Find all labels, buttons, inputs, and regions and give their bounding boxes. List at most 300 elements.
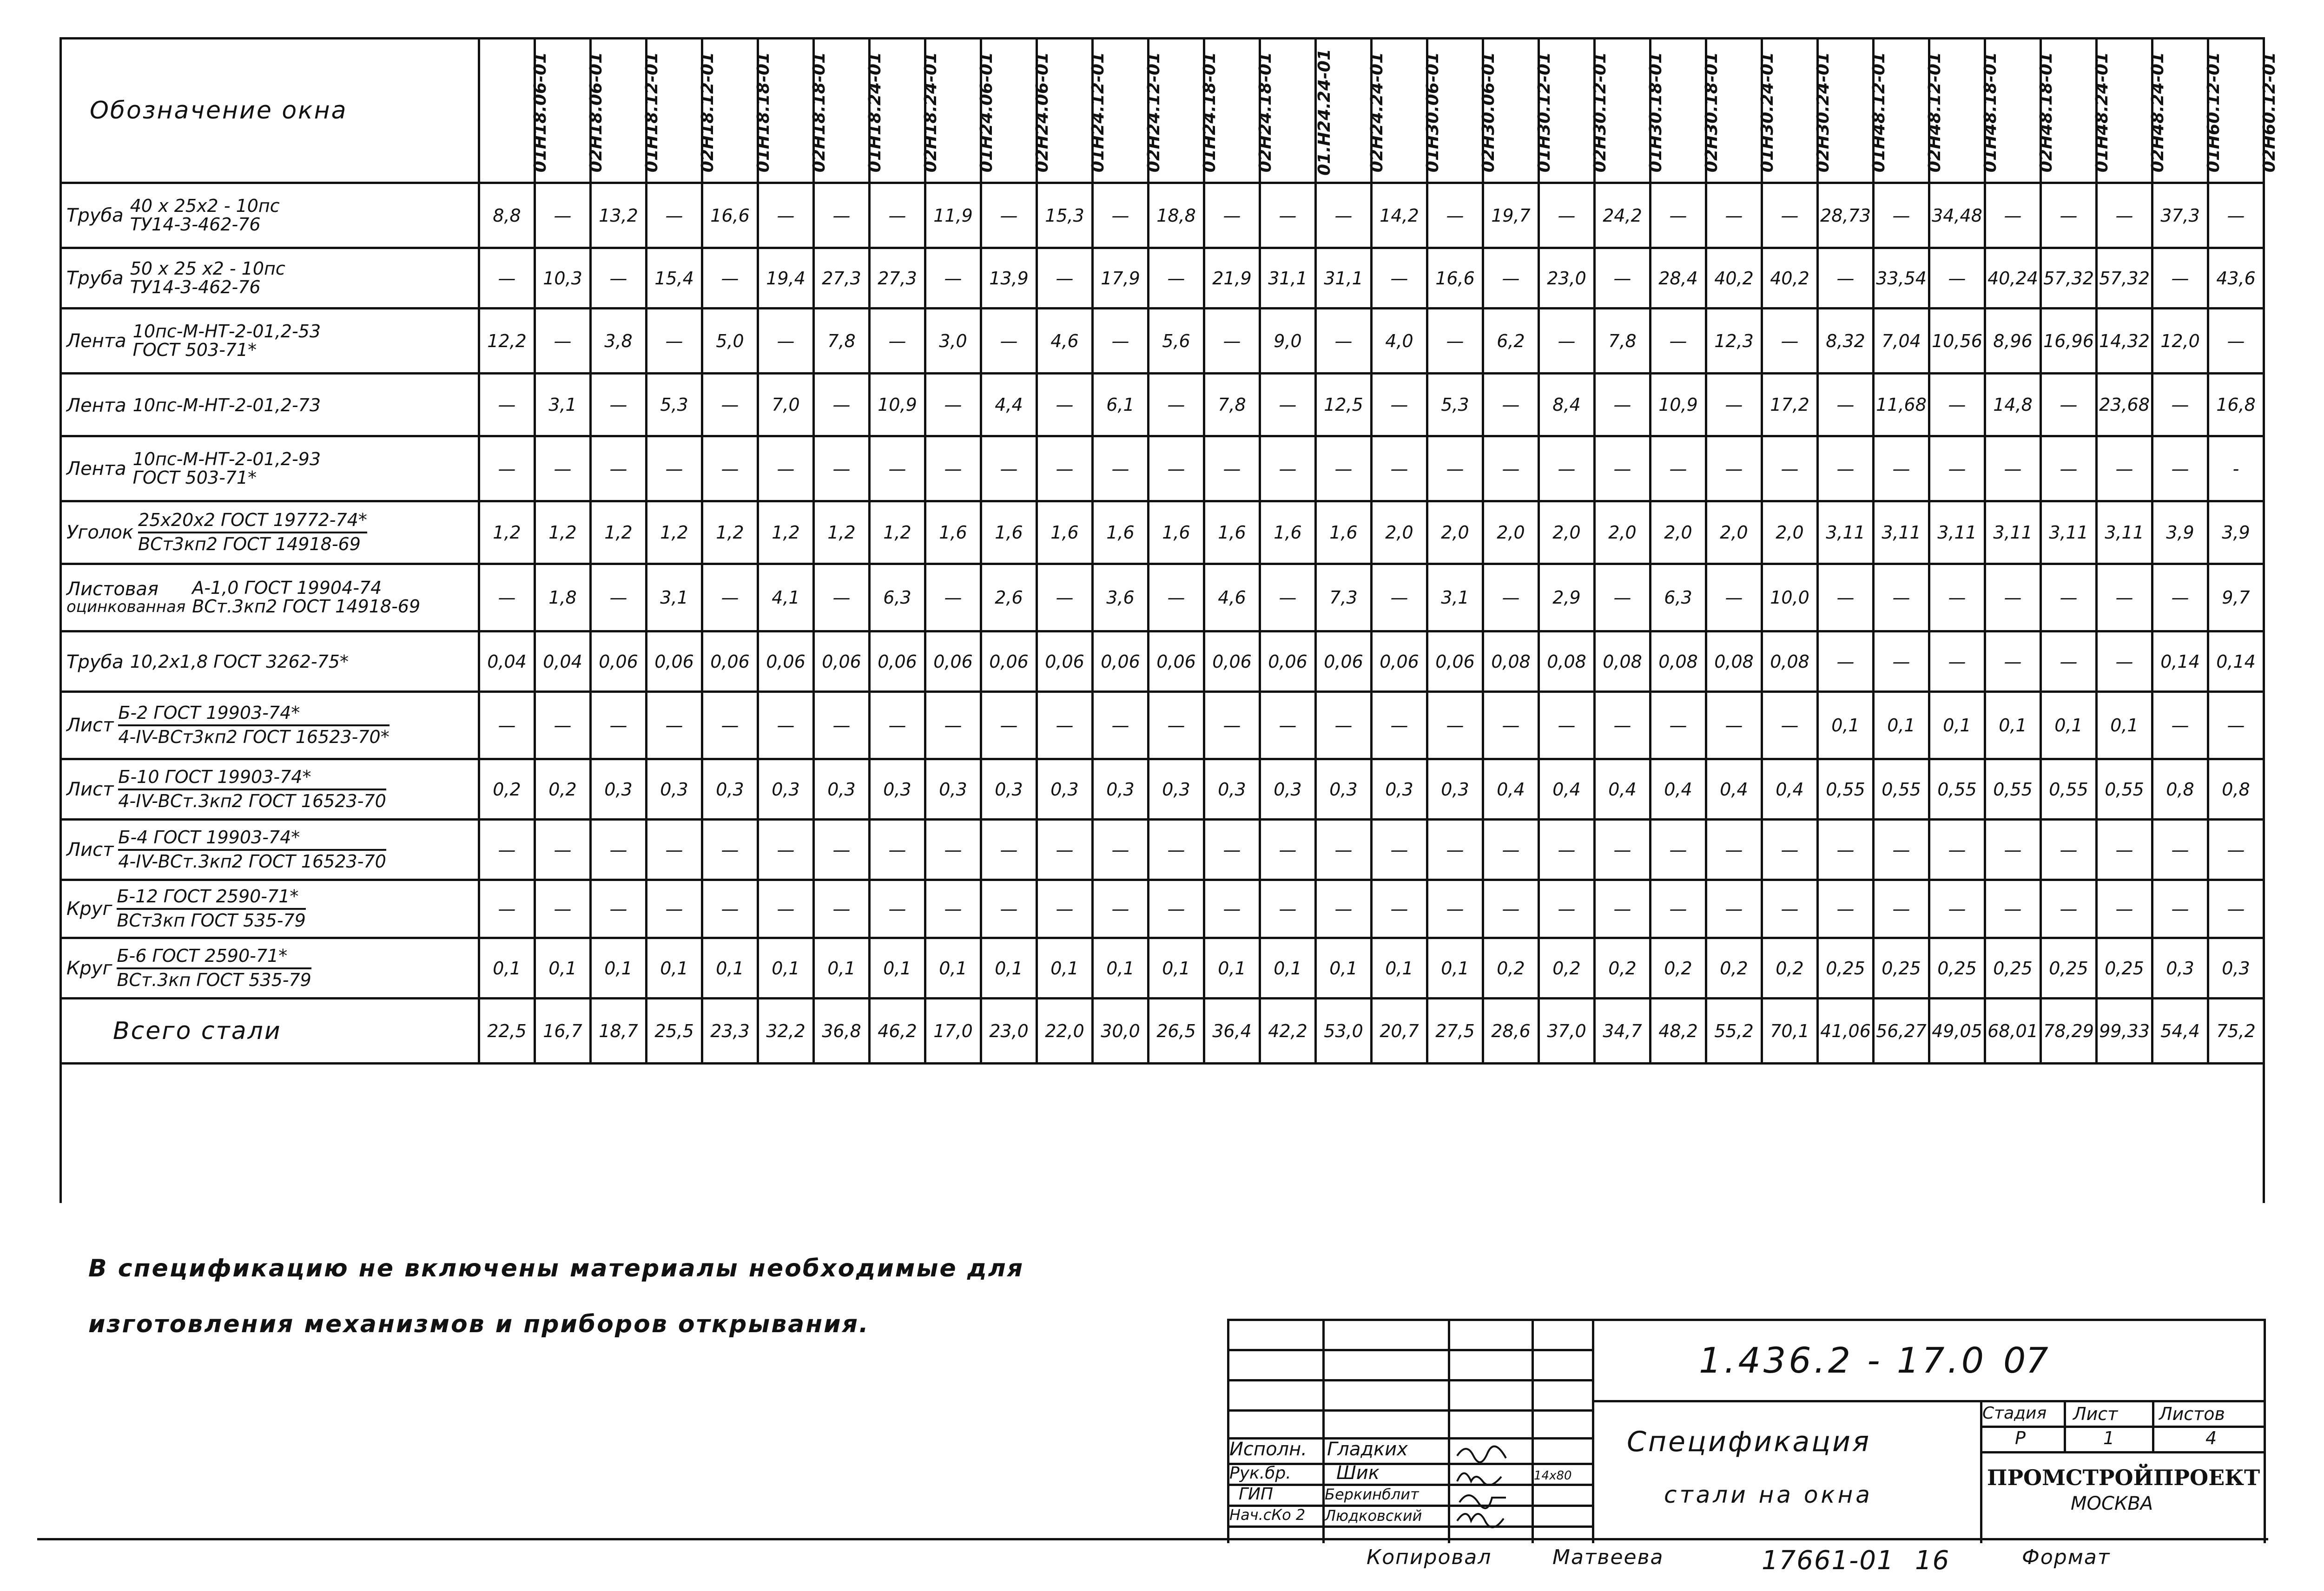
total-mass-cell: 23,0	[981, 999, 1037, 1064]
mass-value-cell: 16,96	[2041, 309, 2097, 374]
mass-value-cell: 16,8	[2208, 374, 2264, 436]
mass-value-cell: —	[647, 880, 702, 938]
mass-value-cell: 0,1	[758, 938, 814, 999]
material-name: Листовая	[66, 579, 158, 600]
total-mass-cell: 22,0	[1037, 999, 1093, 1064]
material-cell	[61, 820, 479, 880]
mass-value-cell: 0,25	[1985, 938, 2041, 999]
mass-value-cell: —	[1372, 436, 1427, 501]
mass-value-cell: 12,0	[2152, 309, 2208, 374]
mass-value-cell: 1,6	[1149, 501, 1204, 564]
mass-value-cell: —	[1818, 631, 1874, 692]
mass-value-cell: 0,06	[758, 631, 814, 692]
date: 14х80	[1534, 1469, 1572, 1483]
mass-value-cell: 14,32	[2097, 309, 2152, 374]
mass-value-cell: 0,3	[1037, 759, 1093, 820]
mass-value-cell: 0,1	[1037, 938, 1093, 999]
mass-value-cell: —	[535, 692, 591, 759]
material-name: Лист	[66, 839, 114, 861]
mass-value-cell: —	[1204, 436, 1260, 501]
mass-value-cell: —	[1651, 820, 1706, 880]
mass-value-cell: —	[814, 436, 870, 501]
mass-value-cell: 0,2	[535, 759, 591, 820]
mass-value-cell: 0,3	[1372, 759, 1427, 820]
window-type-code: 02Н30.24-01	[1814, 52, 1833, 172]
mass-value-cell: 1,6	[981, 501, 1037, 564]
mass-value-cell: 0,1	[1818, 692, 1874, 759]
mass-value-cell: 7,3	[1316, 564, 1372, 631]
mass-value-cell: 0,2	[1483, 938, 1539, 999]
mass-value-cell: 0,14	[2152, 631, 2208, 692]
mass-value-cell: —	[1093, 183, 1149, 248]
mass-value-cell: —	[1093, 880, 1149, 938]
mass-value-cell: —	[1149, 564, 1204, 631]
mass-value-cell: 10,56	[1929, 309, 1985, 374]
total-mass-cell: 23,3	[702, 999, 758, 1064]
mass-value-cell: 3,9	[2152, 501, 2208, 564]
window-type-code: 01Н48.12-01	[1869, 52, 1889, 172]
mass-value-cell: —	[870, 692, 925, 759]
total-mass-cell: 16,7	[535, 999, 591, 1064]
mass-value-cell: 12,3	[1706, 309, 1762, 374]
mass-value-cell: —	[870, 309, 925, 374]
material-row	[61, 248, 2264, 309]
mass-value-cell: —	[702, 436, 758, 501]
steel-spec-table	[59, 37, 2279, 1203]
material-cell	[61, 374, 479, 436]
mass-value-cell: —	[1483, 248, 1539, 309]
mass-value-cell: —	[1260, 564, 1316, 631]
mass-value-cell: —	[535, 309, 591, 374]
mass-value-cell: 0,3	[591, 759, 647, 820]
mass-value-cell: 0,55	[1874, 759, 1929, 820]
window-type-code: 02Н24.24-01	[1367, 52, 1387, 172]
mass-value-cell: —	[1595, 820, 1651, 880]
mass-value-cell: 4,1	[758, 564, 814, 631]
material-name: Уголок	[66, 522, 134, 543]
mass-value-cell: —	[814, 880, 870, 938]
mass-value-cell: 0,04	[535, 631, 591, 692]
mass-value-cell: 0,06	[1316, 631, 1372, 692]
mass-value-cell: 0,06	[814, 631, 870, 692]
window-type-code: 02Н30.06-01	[1479, 52, 1499, 172]
total-mass-cell: 28,6	[1483, 999, 1539, 1064]
mass-value-cell: 5,0	[702, 309, 758, 374]
mass-value-cell: —	[702, 374, 758, 436]
mass-value-cell: —	[1874, 631, 1929, 692]
mass-value-cell: 1,6	[1204, 501, 1260, 564]
window-type-code: 01Н24.06-01	[977, 52, 997, 172]
mass-value-cell: 0,06	[925, 631, 981, 692]
mass-value-cell: 28,4	[1651, 248, 1706, 309]
mass-value-cell: 3,11	[1818, 501, 1874, 564]
mass-value-cell: 7,8	[1204, 374, 1260, 436]
window-type-code: 01Н30.06-01	[1423, 52, 1443, 172]
mass-value-cell: 0,3	[981, 759, 1037, 820]
mass-value-cell: —	[1149, 880, 1204, 938]
mass-value-cell: —	[1539, 309, 1595, 374]
mass-value-cell: —	[925, 248, 981, 309]
mass-value-cell: —	[647, 820, 702, 880]
mass-value-cell: 1,2	[758, 501, 814, 564]
mass-value-cell: —	[702, 564, 758, 631]
total-mass-cell: 41,06	[1818, 999, 1874, 1064]
mass-value-cell: —	[981, 183, 1037, 248]
mass-value-cell: 2,6	[981, 564, 1037, 631]
mass-value-cell: —	[591, 820, 647, 880]
mass-value-cell: —	[591, 564, 647, 631]
mass-value-cell: 3,11	[1929, 501, 1985, 564]
total-mass-cell: 18,7	[591, 999, 647, 1064]
mass-value-cell: 0,1	[591, 938, 647, 999]
mass-value-cell: —	[1260, 692, 1316, 759]
mass-value-cell: —	[1093, 309, 1149, 374]
mass-value-cell: —	[1985, 564, 2041, 631]
mass-value-cell: 3,0	[925, 309, 981, 374]
mass-value-cell: 31,1	[1260, 248, 1316, 309]
window-type-code: 01Н30.12-01	[1535, 52, 1554, 172]
mass-value-cell: 0,2	[1762, 938, 1818, 999]
material-cell	[61, 692, 479, 759]
mass-value-cell: 0,1	[479, 938, 535, 999]
mass-value-cell: 0,1	[925, 938, 981, 999]
window-type-code: 01Н18.24-01	[865, 52, 885, 172]
total-mass-cell: 68,01	[1985, 999, 2041, 1064]
mass-value-cell: —	[1706, 692, 1762, 759]
mass-value-cell: —	[1874, 880, 1929, 938]
mass-value-cell: —	[702, 692, 758, 759]
material-spec: Б-12 ГОСТ 2590-71*	[117, 888, 305, 910]
window-type-code: 01Н18.06-01	[531, 52, 550, 172]
mass-value-cell: —	[2041, 564, 2097, 631]
mass-value-cell: 0,4	[1706, 759, 1762, 820]
mass-value-cell: —	[2208, 692, 2264, 759]
total-mass-cell: 48,2	[1651, 999, 1706, 1064]
mass-value-cell: —	[814, 692, 870, 759]
material-name: Лента	[66, 330, 126, 352]
mass-value-cell: 0,08	[1762, 631, 1818, 692]
mass-value-cell: —	[925, 692, 981, 759]
mass-value-cell: —	[1427, 692, 1483, 759]
mass-value-cell: —	[758, 436, 814, 501]
total-mass-cell: 70,1	[1762, 999, 1818, 1064]
mass-value-cell: 0,2	[1706, 938, 1762, 999]
mass-value-cell: —	[1706, 880, 1762, 938]
mass-value-cell: —	[1316, 820, 1372, 880]
mass-value-cell: —	[925, 820, 981, 880]
mass-value-cell: 10,9	[1651, 374, 1706, 436]
mass-value-cell: —	[1985, 631, 2041, 692]
window-designation-header: Обозначение окна	[61, 39, 479, 183]
mass-value-cell: 13,9	[981, 248, 1037, 309]
material-row	[61, 564, 2264, 631]
mass-value-cell: —	[1762, 880, 1818, 938]
mass-value-cell: 12,5	[1316, 374, 1372, 436]
material-row	[61, 309, 2264, 374]
mass-value-cell: 0,14	[2208, 631, 2264, 692]
material-row	[61, 436, 2264, 501]
mass-value-cell: 0,1	[870, 938, 925, 999]
material-spec: 40 х 25х2 - 10пс	[130, 195, 280, 216]
mass-value-cell: —	[647, 183, 702, 248]
name-chief-engineer: Беркинблит	[1325, 1486, 1419, 1503]
total-mass-cell: 27,5	[1427, 999, 1483, 1064]
mass-value-cell: —	[1539, 820, 1595, 880]
mass-value-cell: —	[1037, 436, 1093, 501]
mass-value-cell: —	[1483, 374, 1539, 436]
mass-value-cell: 16,6	[702, 183, 758, 248]
mass-value-cell: —	[2152, 248, 2208, 309]
material-name: Круг	[66, 898, 112, 920]
mass-value-cell: 0,4	[1595, 759, 1651, 820]
mass-value-cell: —	[2097, 820, 2152, 880]
window-type-code: 02Н24.06-01	[1033, 52, 1052, 172]
mass-value-cell: 0,3	[1260, 759, 1316, 820]
total-mass-cell: 17,0	[925, 999, 981, 1064]
window-type-code: 01Н48.18-01	[1981, 52, 2000, 172]
material-spec: Б-4 ГОСТ 19903-74*	[118, 828, 386, 851]
sheet-value: 1	[2103, 1428, 2115, 1448]
mass-value-cell: 0,3	[870, 759, 925, 820]
mass-value-cell: —	[1595, 374, 1651, 436]
mass-value-cell: —	[981, 309, 1037, 374]
mass-value-cell: —	[647, 436, 702, 501]
mass-value-cell: —	[1093, 820, 1149, 880]
mass-value-cell: 4,6	[1037, 309, 1093, 374]
material-name: Круг	[66, 957, 112, 979]
total-steel-label: Всего стали	[61, 999, 479, 1064]
mass-value-cell: 0,1	[535, 938, 591, 999]
mass-value-cell: 6,1	[1093, 374, 1149, 436]
mass-value-cell: —	[1818, 820, 1874, 880]
mass-value-cell: —	[1204, 820, 1260, 880]
organization-city: МОСКВА	[2071, 1493, 2153, 1514]
mass-value-cell: 5,6	[1149, 309, 1204, 374]
mass-value-cell: —	[2097, 183, 2152, 248]
mass-value-cell: —	[1149, 436, 1204, 501]
mass-value-cell: —	[1818, 564, 1874, 631]
mass-value-cell: 0,06	[702, 631, 758, 692]
mass-value-cell: —	[1483, 692, 1539, 759]
window-type-code: 02Н30.18-01	[1702, 52, 1722, 172]
mass-value-cell: 3,1	[1427, 564, 1483, 631]
total-mass-cell: 20,7	[1372, 999, 1427, 1064]
mass-value-cell: —	[1929, 631, 1985, 692]
mass-value-cell: —	[1762, 309, 1818, 374]
mass-value-cell: 0,2	[1539, 938, 1595, 999]
material-standard: ВСт3кп2 ГОСТ 14918-69	[138, 534, 361, 554]
stage-label: Стадия	[1982, 1404, 2047, 1423]
mass-value-cell: 0,25	[2041, 938, 2097, 999]
total-mass-cell: 56,27	[1874, 999, 1929, 1064]
mass-value-cell: 0,06	[591, 631, 647, 692]
total-mass-cell: 55,2	[1706, 999, 1762, 1064]
mass-value-cell: 0,06	[981, 631, 1037, 692]
material-cell	[61, 759, 479, 820]
mass-value-cell: 0,8	[2152, 759, 2208, 820]
mass-value-cell: —	[2041, 631, 2097, 692]
mass-value-cell: —	[758, 183, 814, 248]
mass-value-cell: —	[925, 374, 981, 436]
window-type-code: 02Н18.18-01	[810, 52, 829, 172]
window-type-code: 02Н60.12-01	[2260, 52, 2279, 172]
mass-value-cell: 31,1	[1316, 248, 1372, 309]
mass-value-cell: —	[1204, 880, 1260, 938]
material-row	[61, 759, 2264, 820]
mass-value-cell: —	[1260, 820, 1316, 880]
mass-value-cell: 0,3	[758, 759, 814, 820]
mass-value-cell: 1,6	[925, 501, 981, 564]
material-row	[61, 501, 2264, 564]
mass-value-cell: —	[925, 880, 981, 938]
mass-value-cell: 0,55	[2097, 759, 2152, 820]
mass-value-cell: —	[1651, 183, 1706, 248]
mass-value-cell: 0,08	[1706, 631, 1762, 692]
mass-value-cell: 7,8	[1595, 309, 1651, 374]
mass-value-cell: 0,06	[647, 631, 702, 692]
material-standard: ВСт.3кп ГОСТ 535-79	[117, 969, 311, 990]
mass-value-cell: 0,1	[1985, 692, 2041, 759]
mass-value-cell: 3,11	[2041, 501, 2097, 564]
mass-value-cell: —	[2097, 564, 2152, 631]
mass-value-cell: —	[1483, 880, 1539, 938]
total-mass-cell: 34,7	[1595, 999, 1651, 1064]
window-type-code: 02Н48.18-01	[2037, 52, 2056, 172]
mass-value-cell: 3,6	[1093, 564, 1149, 631]
mass-value-cell: 0,08	[1483, 631, 1539, 692]
material-cell	[61, 631, 479, 692]
document-code: 1.436.2 - 17.0	[1699, 1340, 1987, 1381]
mass-value-cell: 0,3	[1204, 759, 1260, 820]
material-standard: ВСт3кп ГОСТ 535-79	[117, 910, 306, 931]
mass-value-cell: 11,68	[1874, 374, 1929, 436]
total-mass-cell: 78,29	[2041, 999, 2097, 1064]
mass-value-cell: —	[1985, 183, 2041, 248]
mass-value-cell: 0,06	[1149, 631, 1204, 692]
window-type-code: 01Н30.24-01	[1758, 52, 1777, 172]
mass-value-cell: —	[1818, 880, 1874, 938]
mass-value-cell: 33,54	[1874, 248, 1929, 309]
window-type-code: 01Н30.18-01	[1646, 52, 1666, 172]
mass-value-cell: 0,1	[2097, 692, 2152, 759]
mass-value-cell: 0,4	[1539, 759, 1595, 820]
mass-value-cell: 40,24	[1985, 248, 2041, 309]
mass-value-cell: —	[479, 820, 535, 880]
mass-value-cell: —	[1093, 436, 1149, 501]
total-mass-cell: 30,0	[1093, 999, 1149, 1064]
mass-value-cell: —	[591, 436, 647, 501]
mass-value-cell: 0,08	[1595, 631, 1651, 692]
mass-value-cell: 0,1	[1260, 938, 1316, 999]
mass-value-cell: 13,2	[591, 183, 647, 248]
mass-value-cell: 9,7	[2208, 564, 2264, 631]
mass-value-cell: —	[1427, 309, 1483, 374]
mass-value-cell: —	[981, 692, 1037, 759]
mass-value-cell: 14,2	[1372, 183, 1427, 248]
mass-value-cell: —	[1818, 436, 1874, 501]
mass-value-cell: —	[1260, 183, 1316, 248]
material-standard: 4-IV-ВСт.3кп2 ГОСТ 16523-70	[118, 851, 386, 872]
mass-value-cell: —	[2208, 183, 2264, 248]
mass-value-cell: 24,2	[1595, 183, 1651, 248]
mass-value-cell: 1,6	[1316, 501, 1372, 564]
mass-value-cell: —	[1706, 436, 1762, 501]
mass-value-cell: 19,4	[758, 248, 814, 309]
mass-value-cell: 10,0	[1762, 564, 1818, 631]
mass-value-cell: 0,3	[814, 759, 870, 820]
mass-value-cell: —	[1651, 880, 1706, 938]
mass-value-cell: 2,0	[1372, 501, 1427, 564]
mass-value-cell: 1,2	[535, 501, 591, 564]
material-cell	[61, 938, 479, 999]
mass-value-cell: 0,55	[1929, 759, 1985, 820]
mass-value-cell: 6,3	[870, 564, 925, 631]
window-type-code: 01.Н24.24-01	[1314, 48, 1334, 176]
mass-value-cell: 18,8	[1149, 183, 1204, 248]
material-standard: 4-IV-ВСт3кп2 ГОСТ 16523-70*	[118, 727, 390, 747]
sheet-label: Лист	[2073, 1404, 2118, 1424]
mass-value-cell: 28,73	[1818, 183, 1874, 248]
total-mass-cell: 99,33	[2097, 999, 2152, 1064]
mass-value-cell: —	[702, 880, 758, 938]
mass-value-cell: —	[925, 564, 981, 631]
mass-value-cell: —	[1427, 436, 1483, 501]
mass-value-cell: 3,9	[2208, 501, 2264, 564]
role-team-lead: Рук.бр.	[1229, 1464, 1291, 1483]
mass-value-cell: —	[2208, 880, 2264, 938]
mass-value-cell: 0,1	[1093, 938, 1149, 999]
mass-value-cell: —	[591, 692, 647, 759]
mass-value-cell: —	[1204, 183, 1260, 248]
mass-value-cell: —	[1985, 820, 2041, 880]
mass-value-cell: —	[2041, 183, 2097, 248]
mass-value-cell: 11,9	[925, 183, 981, 248]
mass-value-cell: 0,08	[1539, 631, 1595, 692]
mass-value-cell: 0,06	[1204, 631, 1260, 692]
mass-value-cell: 1,2	[647, 501, 702, 564]
inventory-number: 17661-01	[1762, 1545, 1895, 1576]
mass-value-cell: —	[1762, 183, 1818, 248]
name-dept-head: Людковский	[1325, 1507, 1422, 1525]
total-mass-cell: 36,4	[1204, 999, 1260, 1064]
mass-value-cell: —	[1651, 692, 1706, 759]
mass-value-cell: 7,8	[814, 309, 870, 374]
mass-value-cell: —	[1706, 564, 1762, 631]
mass-value-cell: 0,1	[702, 938, 758, 999]
mass-value-cell: —	[2041, 820, 2097, 880]
mass-value-cell: 6,2	[1483, 309, 1539, 374]
mass-value-cell: 3,1	[535, 374, 591, 436]
sheets-value: 4	[2205, 1428, 2217, 1448]
mass-value-cell: —	[758, 880, 814, 938]
mass-value-cell: 3,8	[591, 309, 647, 374]
material-row	[61, 820, 2264, 880]
mass-value-cell: 1,2	[479, 501, 535, 564]
mass-value-cell: 0,2	[479, 759, 535, 820]
mass-value-cell: 14,8	[1985, 374, 2041, 436]
copied-by-name: Матвеева	[1552, 1545, 1664, 1569]
material-spec: 25х20х2 ГОСТ 19772-74*	[138, 511, 367, 533]
total-row	[61, 999, 2264, 1064]
mass-value-cell: 0,06	[1427, 631, 1483, 692]
mass-value-cell: 0,25	[1818, 938, 1874, 999]
mass-value-cell: 4,0	[1372, 309, 1427, 374]
material-row	[61, 880, 2264, 938]
role-executor: Исполн.	[1229, 1439, 1307, 1460]
mass-value-cell: —	[1316, 436, 1372, 501]
mass-value-cell: —	[2152, 820, 2208, 880]
material-name: Труба	[66, 204, 124, 226]
